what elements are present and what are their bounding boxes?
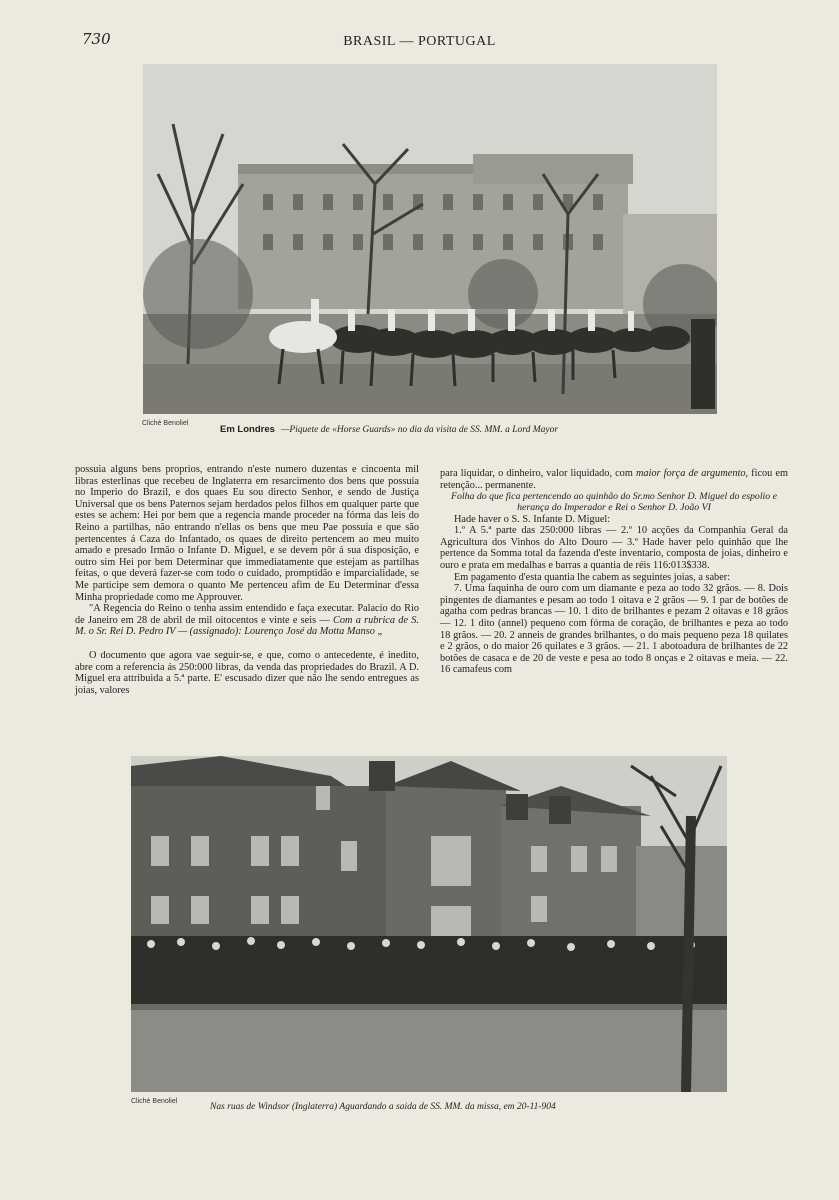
paragraph-end: „ <box>374 626 383 638</box>
paragraph-text: para liquidar, o dinheiro, valor liquidado, com <box>440 468 633 479</box>
paragraph: Hade haver o S. S. Infante D. Miguel: <box>454 513 611 525</box>
paragraph-signature: Com a rubrica de S. M. o Sr. Rei D. Pedro IV — (assignado): Lourenço José da Motta Manso <box>75 614 420 638</box>
paragraph: possuia alguns bens proprios, entrando n'este numero duzentas e cincoenta mil libras esterlinas que recebeu de Inglaterra em resarcimento dos bens que possuia no Imperio do Brazil, e dos quaes Eu sou directo Senhor, e sendo de Justiça Universal que os bens Paternos sejam herdados pelos filhos em qualquer parte que estes se achem: Hei por bem que a regencia mande proceder na fórma das leis do Reino a partilhas, não entrando n'ellas os bens que meu Pae possuia e que são pertencentes á Caza do Infantado, os quaes de direito pertencem ao meu muito amado e presado Irmão o Infante D. Miguel, e se devem pôr á sua disposição, e outro sim Hei por bem Determinar que immediatamente que estejam as partilhas feitas, o que deverá fazer-se com todo o cuidado, promptidão e imparcialidade, se Me participe sem demora o quanto Me pertenceu afim de Eu Determinar d'essa Minha propriedade como me Approuver. <box>75 464 419 603</box>
paragraph: Em pagamento d'esta quantia lhe cabem as seguintes joias, a saber: <box>454 571 731 583</box>
paragraph-end: ficou em retenção... permanente. <box>440 468 788 491</box>
paragraph <box>75 603 419 638</box>
paragraph: O documento que agora vae seguir-se, e que, como o antecedente, é inedito, abre com a referencia ás 250:000 libras, da venda das propriedades do Brazil. A D. Miguel era attribuida a 5.ª parte. E' escusado dizer que não lhe sendo entregues as joias, valores <box>75 649 419 696</box>
caption-bottom: Nas ruas de Windsor (Inglaterra) Aguardando a saida de SS. MM. da missa, em 20-11-904 <box>210 1102 556 1112</box>
page-number: 730 <box>82 30 111 48</box>
section-heading: Folha do que fica pertencendo ao quinhão do Sr.mo Senhor D. Miguel do espolio e herança do Imperador e Rei o Senhor D. João VI <box>451 491 777 514</box>
paragraph <box>440 468 788 491</box>
photo-horse-guards <box>143 64 717 414</box>
photo-credit-bottom: Cliché Benoliel <box>131 1098 178 1105</box>
article-right-column <box>440 468 788 676</box>
paragraph: 1.º A 5.ª parte das 250:000 libras — 2.º 10 acções da Companhia Geral da Agricultura dos Vinhos do Alto Douro — 3.º Hade haver pelo quinhão que lhe pertence da Somma total da fazenda d'este inventario, composta de joias, dinheiro e ouro e prata em medalhas e barras a quantia de réis 116:013$338. <box>440 525 788 571</box>
caption-top-text: —Piquete de «Horse Guards» no dia da visita de SS. MM. a Lord Mayor <box>280 425 559 435</box>
article-left-column <box>75 464 419 696</box>
running-head: BRASIL — PORTUGAL <box>343 34 496 49</box>
paragraph: 7. Uma faquinha de ouro com um diamante e peza ao todo 32 grãos. — 8. Dois pingentes de diamantes e pesam ao todo 1 oitava e 2 grãos — 9. 1 par de botões de agatha com pedras brancas — 10. 1 dito de brilhantes e pezam 2 oitavas e 18 grãos — 12. 1 dito (annel) pequeno com fórma de coração, de brilhantes e peza ao todo 18 grãos. — 20. 2 anneis de grandes brilhantes, o do mais pequeno peza 18 quilates e 2 grãos, o do maior 26 quilates e 3 grãos. — 21. 1 abotoadura de brilhantes de 22 botões de casaca e de 20 de veste e pesa ao todo 8 onças e 2 oitavas e meia. — 22. 16 camafeus com <box>440 583 788 676</box>
caption-top-place: Em Londres <box>220 424 275 435</box>
photo-windsor-street <box>131 756 727 1092</box>
photo-credit-top: Cliché Benoliel <box>142 420 189 427</box>
paragraph-emphasis: maior força de argumento, <box>635 468 749 479</box>
paragraph-text: "A Regencia do Reino o tenha assim entendido e faça executar. Palacio do Rio de Janeiro em 28 de abril de mil oitocentos e vinte e seis — <box>75 603 419 626</box>
caption-top <box>220 424 558 435</box>
